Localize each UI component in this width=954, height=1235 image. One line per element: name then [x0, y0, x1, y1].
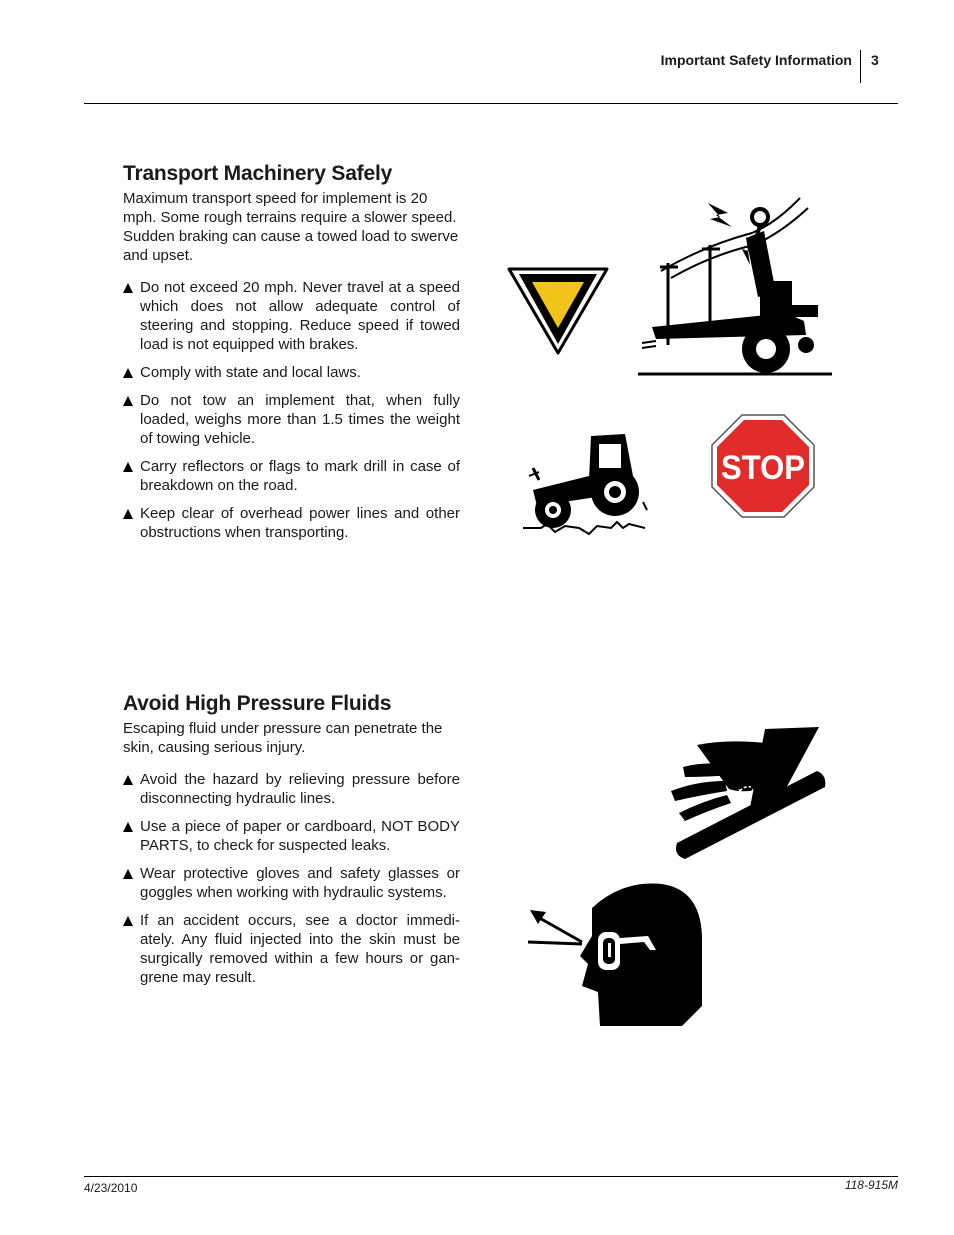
triangle-bullet-icon — [123, 396, 133, 406]
section-intro: Escaping fluid under pressure can penetrate the skin, causing serious injury. — [123, 720, 443, 756]
power-line-hazard-icon — [636, 193, 836, 377]
bullet-text: Carry reflectors or flags to mark drill in case of breakdown on the road. — [140, 458, 460, 494]
list-item — [123, 770, 460, 808]
hand-fluid-injection-icon — [667, 725, 829, 860]
list-item — [123, 911, 460, 987]
bullet-list — [123, 770, 460, 987]
list-item — [123, 864, 460, 902]
svg-text:STOP: STOP — [721, 449, 805, 487]
bullet-text: Avoid the hazard by relieving pressure before disconnecting hydraulic lines. — [140, 771, 460, 807]
bullet-text: Do not exceed 20 mph. Never travel at a speed which does not allow adequate control of steering and stopping. Reduce speed if towed load is not equipped with brakes. — [140, 279, 460, 353]
bullet-text: Use a piece of paper or cardboard, NOT BODY PARTS, to check for suspected leaks. — [140, 818, 460, 854]
section-transport — [123, 161, 460, 551]
footer-doc-number: 118-915M — [844, 1178, 898, 1192]
triangle-bullet-icon — [123, 869, 133, 879]
triangle-bullet-icon — [123, 283, 133, 293]
triangle-bullet-icon — [123, 916, 133, 926]
triangle-bullet-icon — [123, 368, 133, 378]
footer-rule — [84, 1176, 898, 1177]
list-item — [123, 817, 460, 855]
triangle-bullet-icon — [123, 509, 133, 519]
triangle-bullet-icon — [123, 462, 133, 472]
header-rule — [84, 103, 898, 104]
yield-sign-icon — [505, 265, 611, 357]
section-intro: Maximum transport speed for implement is 20 mph. Some rough terrains require a slower speed. Sudden braking can cause a towed load to swerve and upset. — [123, 190, 459, 264]
tractor-rough-terrain-icon — [519, 430, 649, 540]
list-item — [123, 391, 460, 448]
footer-date: 4/23/2010 — [84, 1181, 138, 1195]
section-high-pressure — [123, 691, 460, 996]
bullet-list — [123, 278, 460, 542]
safety-glasses-head-icon — [522, 880, 704, 1030]
bullet-text: Keep clear of overhead power lines and other obstructions when transporting. — [140, 505, 460, 541]
bullet-text: Comply with state and local laws. — [140, 364, 361, 381]
list-item — [123, 363, 460, 382]
header-title: Important Safety Information — [660, 52, 852, 68]
list-item — [123, 278, 460, 354]
list-item — [123, 504, 460, 542]
section-title: Avoid High Pressure Fluids — [123, 692, 392, 715]
bullet-text: Do not tow an implement that, when fully loaded, weighs more than 1.5 times the weight of towing vehicle. — [140, 392, 460, 447]
list-item — [123, 457, 460, 495]
bullet-text: Wear protective gloves and safety glasses or goggles when working with hydraulic systems. — [140, 865, 460, 901]
triangle-bullet-icon — [123, 775, 133, 785]
section-title: Transport Machinery Safely — [123, 162, 393, 185]
page-number: 3 — [871, 52, 879, 68]
bullet-text: If an accident occurs, see a doctor immedi-ately. Any fluid injected into the skin must be surgically removed within a few hours or gan-grene may result. — [140, 912, 460, 986]
triangle-bullet-icon — [123, 822, 133, 832]
stop-sign-icon — [710, 413, 816, 519]
header-divider — [860, 50, 861, 83]
